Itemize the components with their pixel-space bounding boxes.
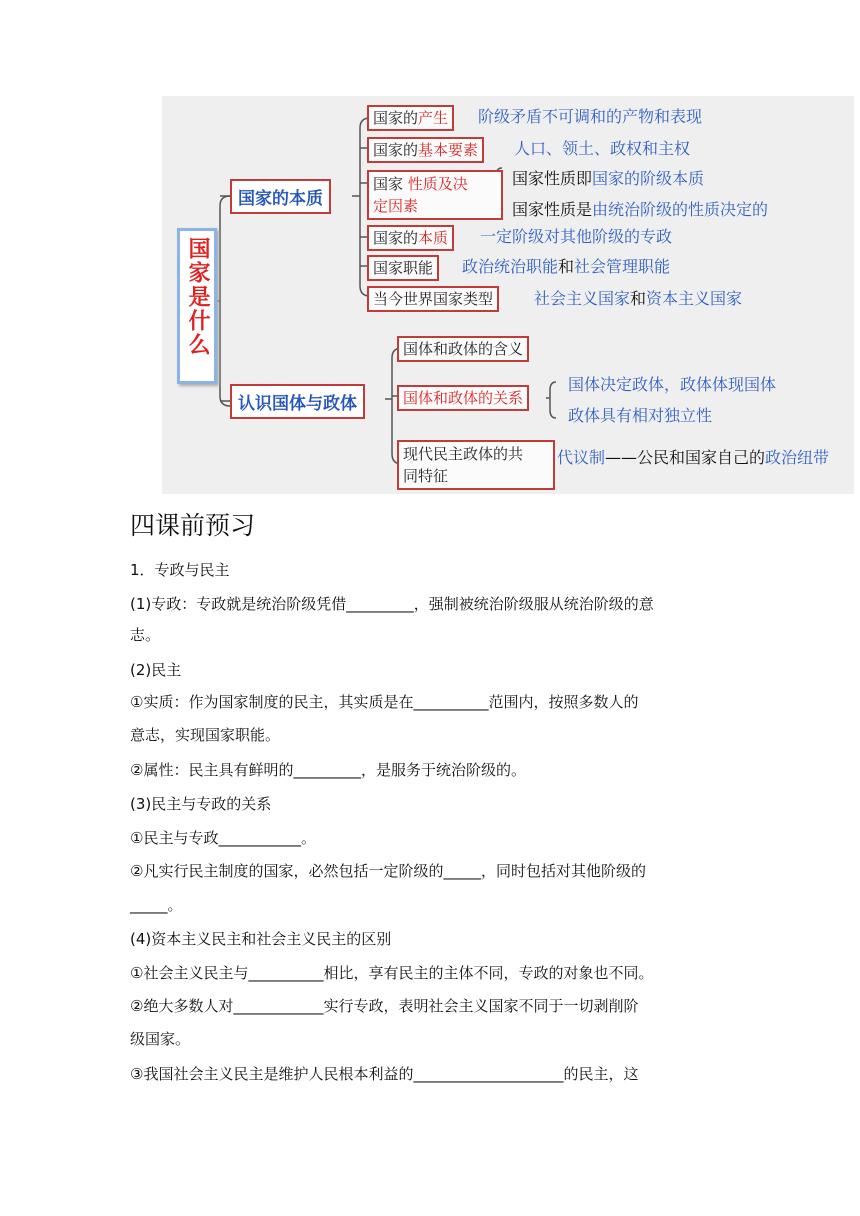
branch-state-essence: 国家的本质 bbox=[230, 179, 331, 214]
node-polity-relation: 国体和政体的关系 bbox=[397, 385, 529, 411]
text-line: ③我国社会主义民主是维护人民根本利益的____________________的民主，这 bbox=[130, 1065, 639, 1083]
note-origin: 阶级矛盾不可调和的产物和表现 bbox=[478, 107, 703, 126]
text-line: (2)民主 bbox=[130, 661, 182, 679]
note-relation-1: 国体决定政体，政体体现国体 bbox=[568, 375, 777, 394]
text-line: (4)资本主义民主和社会主义民主的区别 bbox=[130, 930, 392, 948]
text-line: ②属性：民主具有鲜明的_________，是服务于统治阶级的。 bbox=[130, 761, 526, 779]
note-relation-2: 政体具有相对独立性 bbox=[568, 406, 713, 425]
text-line: 级国家。 bbox=[130, 1030, 191, 1048]
text-line: _____。 bbox=[130, 896, 183, 914]
branch-polity: 认识国体与政体 bbox=[230, 384, 365, 419]
node-polity-meaning: 国体和政体的含义 bbox=[397, 336, 529, 362]
text-line: 1．专政与民主 bbox=[130, 561, 230, 579]
text-line: (1)专政：专政就是统治阶级凭借_________，强制被统治阶级服从统治阶级的意 bbox=[130, 595, 654, 613]
note-nature-1: 国家性质即国家的阶级本质 bbox=[512, 169, 705, 188]
node-function: 国家职能 bbox=[367, 255, 439, 281]
text-line: ①社会主义民主与__________相比，享有民主的主体不同，专政的对象也不同。 bbox=[130, 964, 654, 982]
node-modern-democracy: 现代民主政体的共 同特征 bbox=[397, 440, 555, 490]
text-line: 意志，实现国家职能。 bbox=[130, 726, 281, 744]
text-line: ②绝大多数人对____________实行专政，表明社会主义国家不同于一切剥削阶 bbox=[130, 997, 639, 1015]
mind-map-connectors bbox=[162, 96, 854, 494]
mind-map bbox=[162, 96, 854, 494]
note-modern-democracy: 代议制——公民和国家自己的政治纽带 bbox=[557, 448, 830, 467]
text-line: ①实质：作为国家制度的民主，其实质是在__________范围内，按照多数人的 bbox=[130, 693, 639, 711]
note-types: 社会主义国家和资本主义国家 bbox=[534, 289, 743, 308]
text-line: 志。 bbox=[130, 626, 161, 644]
text-line: ②凡实行民主制度的国家，必然包括一定阶级的_____，同时包括对其他阶级的 bbox=[130, 862, 646, 880]
node-types: 当今世界国家类型 bbox=[367, 286, 499, 312]
section-heading: 四课前预习 bbox=[130, 511, 256, 540]
note-nature-2: 国家性质是由统治阶级的性质决定的 bbox=[512, 200, 769, 219]
node-origin: 国家的产生 bbox=[367, 105, 454, 131]
note-elements: 人口、领土、政权和主权 bbox=[514, 139, 691, 158]
note-essence: 一定阶级对其他阶级的专政 bbox=[480, 227, 673, 246]
node-essence: 国家的本质 bbox=[367, 225, 454, 251]
mind-map-root: 国家是什么 bbox=[177, 228, 217, 384]
node-nature: 国家 性质及决 定因素 bbox=[367, 170, 503, 220]
text-line: ①民主与专政___________。 bbox=[130, 829, 316, 847]
note-function: 政治统治职能和社会管理职能 bbox=[462, 257, 671, 276]
text-line: (3)民主与专政的关系 bbox=[130, 795, 272, 813]
node-elements: 国家的基本要素 bbox=[367, 137, 484, 163]
